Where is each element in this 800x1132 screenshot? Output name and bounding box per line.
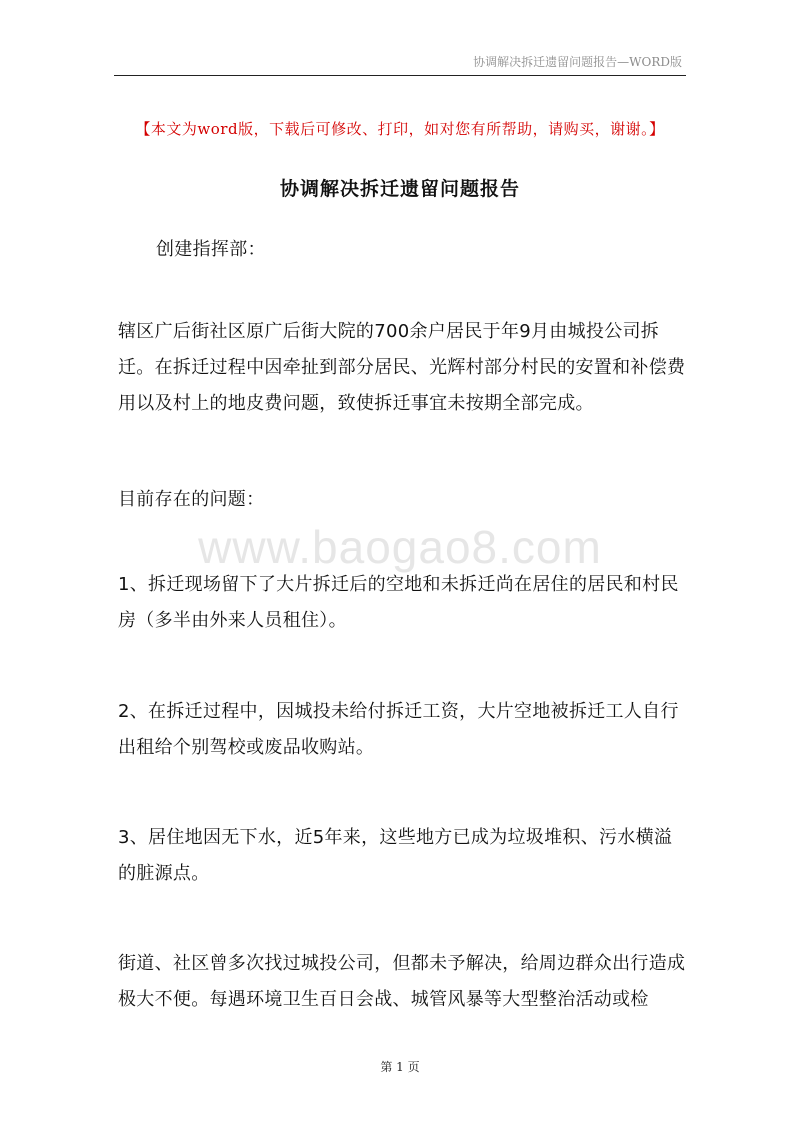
paragraph-issue-1: 1、拆迁现场留下了大片拆迁后的空地和未拆迁尚在居住的居民和村民房（多半由外来人员租住）。 (118, 574, 679, 631)
page-header (0, 0, 800, 78)
header-title: 协调解决拆迁遗留问题报告—WORD版 (473, 55, 682, 69)
paragraph-issue-3: 3、居住地因无下水，近5年来，这些地方已成为垃圾堆积、污水横溢的脏源点。 (118, 827, 673, 884)
watermark: www.baogao8.com (198, 521, 602, 573)
salutation: 创建指挥部： (156, 239, 266, 260)
paragraph-issue-2: 2、在拆迁过程中，因城投未给付拆迁工资，大片空地被拆迁工人自行出租给个别驾校或废品收购站。 (118, 701, 679, 758)
paragraph-summary: 街道、社区曾多次找过城投公司，但都未予解决，给周边群众出行造成极大不便。每遇环境卫生百日会战、城管风暴等大型整治活动或检 (118, 953, 686, 1010)
paragraph-issues-heading: 目前存在的问题： (118, 489, 265, 510)
page-number: 第 1 页 (380, 1060, 420, 1074)
paragraph-background: 辖区广后街社区原广后街大院的700余户居民于年9月由城投公司拆迁。在拆迁过程中因牵扯到部分居民、光辉村部分村民的安置和补偿费用以及村上的地皮费问题，致使拆迁事宜未按期全部完成。 (118, 321, 686, 414)
purchase-notice: 【本文为word版，下载后可修改、打印，如对您有所帮助，请购买，谢谢。】 (135, 120, 665, 138)
header-divider (114, 75, 686, 76)
document-title: 协调解决拆迁遗留问题报告 (279, 178, 520, 200)
